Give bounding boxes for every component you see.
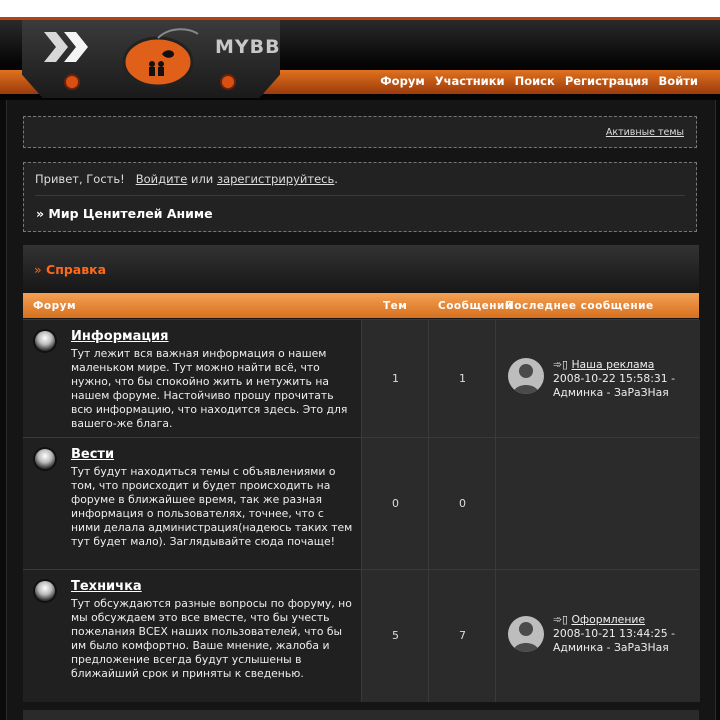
main-nav — [380, 74, 698, 88]
topics-count: 5 — [392, 629, 399, 642]
user-silhouette-icon — [508, 358, 544, 394]
forum-title-link[interactable]: Техничка — [71, 579, 142, 594]
category-arrow: » — [34, 262, 42, 277]
topics-cell — [361, 438, 429, 570]
topics-count: 0 — [392, 497, 399, 510]
chevrons-icon — [44, 32, 94, 62]
last-post-icon: ➾▯ — [553, 613, 568, 626]
col-posts: Сообщений — [438, 300, 513, 312]
category-title-text: Справка — [46, 262, 107, 277]
topics-cell — [361, 570, 429, 702]
content-wrapper — [6, 100, 716, 720]
user-silhouette-icon — [508, 616, 544, 652]
nav-login[interactable]: Войти — [658, 74, 698, 88]
col-topics: Тем — [383, 300, 408, 312]
last-post-icon: ➾▯ — [553, 358, 568, 371]
last-post-cell — [495, 570, 700, 702]
last-post-author: Админка - ЗаРаЗНая — [553, 386, 669, 399]
logo-text: MYBB — [215, 36, 281, 58]
forum-info-cell — [23, 570, 361, 702]
last-post-date: 2008-10-21 13:44:25 - — [553, 627, 675, 640]
active-topics-bar — [23, 116, 697, 148]
forum-row-tech — [23, 569, 699, 702]
posts-cell — [428, 570, 496, 702]
mouse-logo-icon — [120, 26, 200, 90]
login-link[interactable]: Войдите — [135, 172, 188, 186]
col-last-post: Последнее сообщение — [505, 300, 654, 312]
next-section-header — [23, 710, 699, 720]
last-post-cell — [495, 438, 700, 570]
welcome-box — [23, 162, 697, 232]
forum-description: Тут лежит вся важная информация о нашем маленьком мире. Тут можно найти всё, что нужно, что бы спокойно жить и нетужить на нашем форуме. Настойчиво прошу прочитать всю информацию, что находится здесь. Это для вашего-же блага. — [71, 347, 348, 430]
avatar — [508, 358, 544, 394]
posts-count: 0 — [459, 497, 466, 510]
forum-title-link[interactable]: Вести — [71, 447, 115, 462]
last-post-link[interactable]: Оформление — [571, 613, 646, 626]
last-post-info — [553, 358, 698, 400]
register-link[interactable]: зарегистрируйтесь — [216, 172, 335, 186]
posts-count: 7 — [459, 629, 466, 642]
nav-search[interactable]: Поиск — [514, 74, 555, 88]
header — [0, 20, 720, 100]
topics-count: 1 — [392, 372, 399, 385]
nav-users[interactable]: Участники — [434, 74, 505, 88]
breadcrumb[interactable]: » Мир Ценителей Аниме — [36, 206, 213, 221]
posts-cell — [428, 320, 496, 438]
last-post-author: Админка - ЗаРаЗНая — [553, 641, 669, 654]
last-post-info — [553, 613, 698, 655]
category-title[interactable] — [34, 262, 106, 277]
nav-forum[interactable]: Форум — [380, 74, 425, 88]
nav-register[interactable]: Регистрация — [564, 74, 649, 88]
topics-cell — [361, 320, 429, 438]
col-forum: Форум — [33, 300, 77, 312]
forum-title-link[interactable]: Информация — [71, 329, 169, 344]
forum-description: Тут будут находиться темы с объявлениями о том, что происходит и будет происходить на форуме в ближайшее время, так же разная информация о пользователях, точнее, что с ними делала администрация(надеюсь таких тем тут будет мало). Заглядывайте сюда почаще! — [71, 465, 353, 548]
last-post-date: 2008-10-22 15:58:31 - — [553, 372, 675, 385]
greeting-or: или — [190, 172, 214, 186]
forum-description: Тут обсуждаются разные вопросы по форуму, но мы обсуждаем это все вместе, что бы учесть пожелания ВСЕХ наших пользователей, что бы им было комфортно. Ваше мнение, жалоба и предложение всегда будут услышены в ближайший срок и приняты к сведенью. — [71, 597, 352, 680]
forum-row-information — [23, 319, 699, 438]
forum-status-icon — [35, 581, 55, 601]
greeting-suffix: . — [334, 172, 338, 186]
avatar — [508, 616, 544, 652]
posts-count: 1 — [459, 372, 466, 385]
greeting-prefix: Привет, Гость! — [35, 172, 125, 186]
category-header — [23, 245, 699, 293]
forum-info-cell — [23, 320, 361, 438]
forum-status-icon — [35, 449, 55, 469]
header-dot-left — [66, 76, 78, 88]
last-post-link[interactable]: Наша реклама — [571, 358, 655, 371]
forum-status-icon — [35, 331, 55, 351]
forum-info-cell — [23, 438, 361, 570]
header-dot-right — [222, 76, 234, 88]
active-topics-link[interactable]: Активные темы — [605, 127, 684, 138]
forum-row-news — [23, 437, 699, 570]
forum-table-header — [23, 293, 699, 318]
welcome-divider — [35, 195, 685, 196]
greeting — [35, 172, 338, 186]
last-post-cell — [495, 320, 700, 438]
posts-cell — [428, 438, 496, 570]
top-strip — [0, 0, 720, 20]
